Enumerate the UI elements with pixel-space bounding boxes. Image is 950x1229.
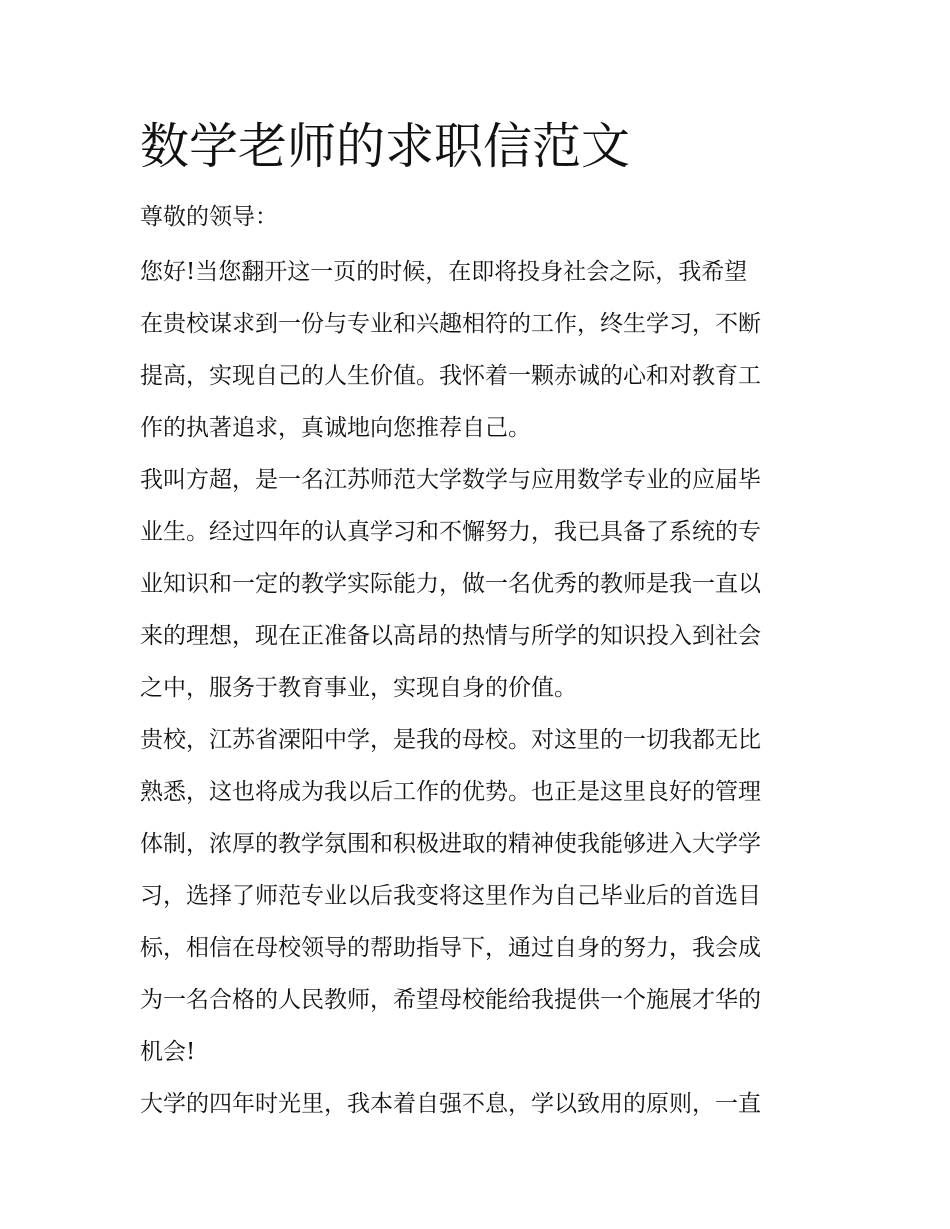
paragraph-line: 我叫方超，是一名江苏师范大学数学与应用数学专业的应届毕 [140, 467, 761, 493]
paragraph-greeting [140, 246, 815, 454]
paragraph-line: 业生。经过四年的认真学习和不懈努力，我已具备了系统的专 [140, 519, 761, 545]
paragraph-line: 业知识和一定的教学实际能力，做一名优秀的教师是我一直以 [140, 571, 761, 597]
paragraph-line: 来的理想，现在正准备以高昂的热情与所学的知识投入到社会 [140, 623, 761, 649]
paragraph-line: 机会! [140, 1039, 196, 1065]
paragraph-line: 为一名合格的人民教师，希望母校能给我提供一个施展才华的 [140, 987, 761, 1013]
paragraph-line: 大学的四年时光里，我本着自强不息，学以致用的原则，一直 [140, 1091, 761, 1117]
paragraph-introduction [140, 454, 815, 714]
paragraph-line: 习，选择了师范专业以后我变将这里作为自己毕业后的首选目 [140, 883, 761, 909]
paragraph-line: 贵校，江苏省溧阳中学，是我的母校。对这里的一切我都无比 [140, 727, 761, 753]
paragraph-line: 体制，浓厚的教学氛围和积极进取的精神使我能够进入大学学 [140, 831, 761, 857]
document-body [140, 112, 815, 1130]
paragraph-line: 熟悉，这也将成为我以后工作的优势。也正是这里良好的管理 [140, 779, 761, 805]
paragraph-line: 在贵校谋求到一份与专业和兴趣相符的工作，终生学习，不断 [140, 311, 761, 337]
paragraph-line: 提高，实现自己的人生价值。我怀着一颗赤诚的心和对教育工 [140, 363, 761, 389]
paragraph-line: 您好!当您翻开这一页的时候，在即将投身社会之际，我希望 [140, 259, 748, 285]
paragraph-school [140, 714, 815, 1078]
paragraph-line: 作的执著追求，真诚地向您推荐自己。 [140, 415, 531, 441]
salutation: 尊敬的领导： [140, 204, 278, 230]
document-title: 数学老师的求职信范文 [140, 118, 631, 175]
paragraph-line: 标，相信在母校领导的帮助指导下，通过自身的努力，我会成 [140, 935, 761, 961]
paragraph-line: 之中，服务于教育事业，实现自身的价值。 [140, 675, 577, 701]
paragraph-university [140, 1078, 815, 1130]
